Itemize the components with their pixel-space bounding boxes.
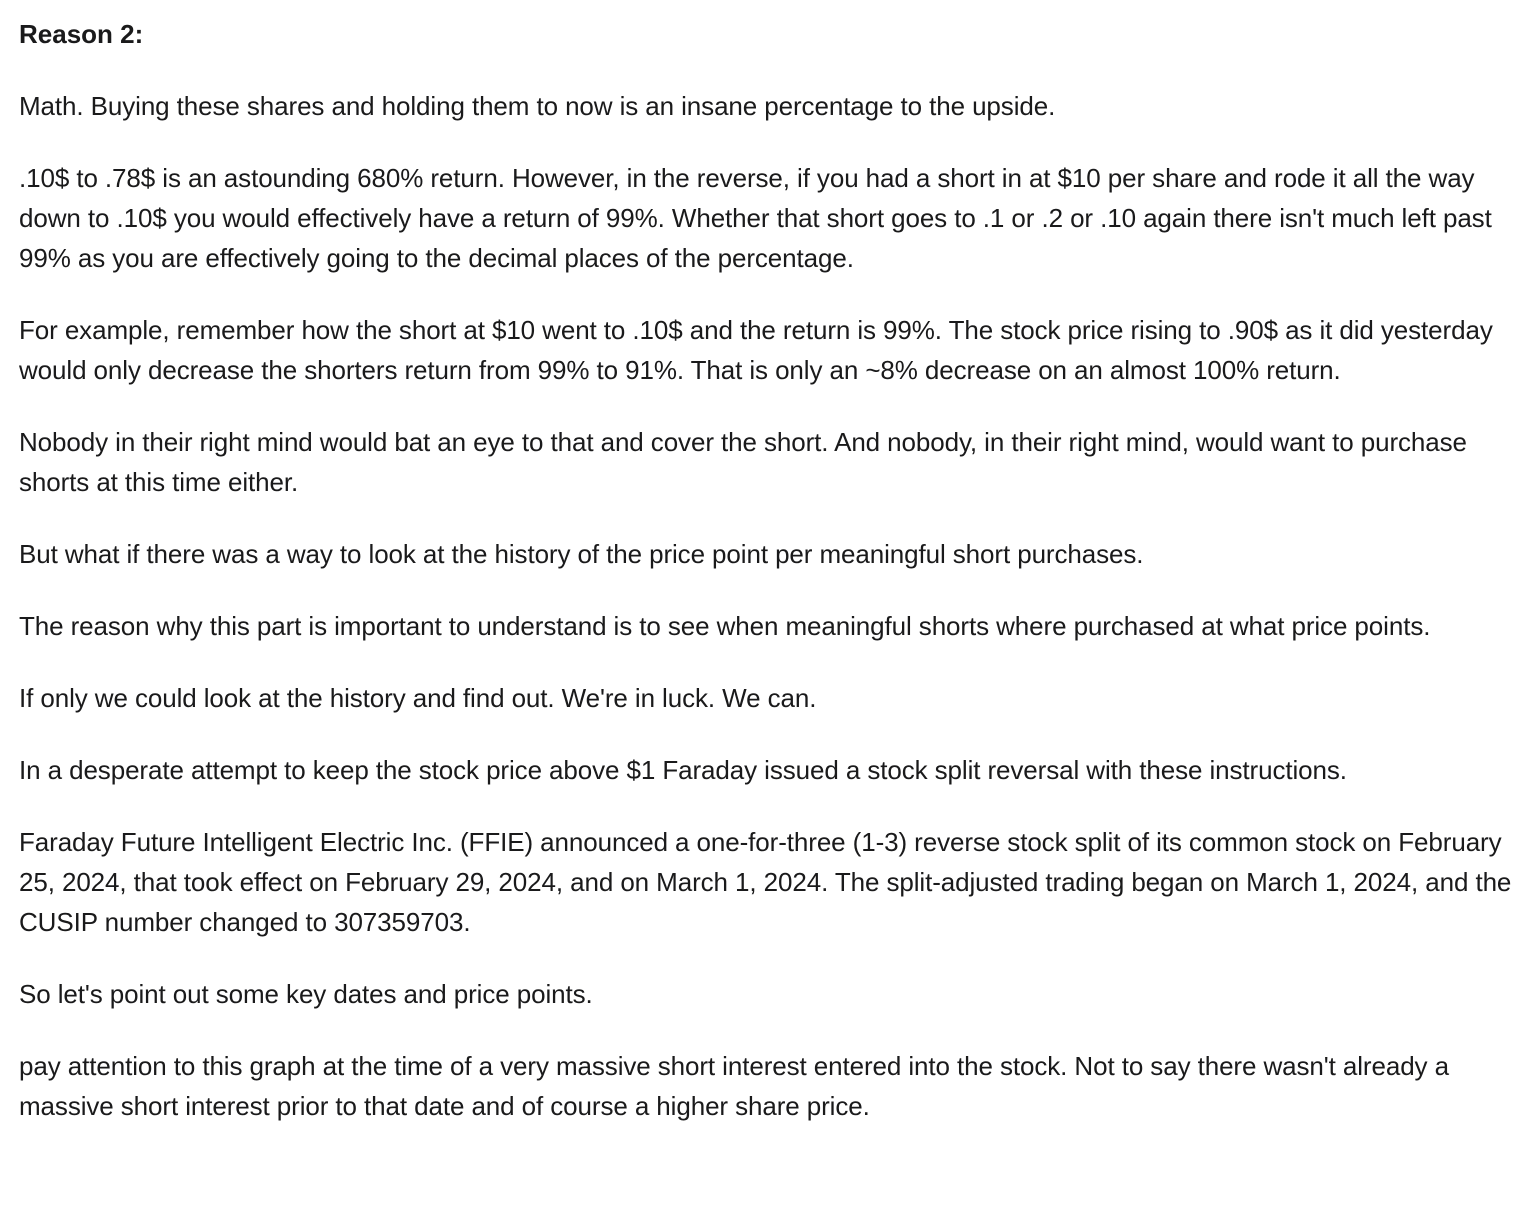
paragraph-return: .10$ to .78$ is an astounding 680% return. However, in the reverse, if you had a short in at $10 per share and rode it all the way down to .10$ you would effectively have a return of 99%. Whether that short goes to .1 or .2 or .10 again there isn't much left past 99% as you are effectively going to the decimal places of the percentage. bbox=[19, 163, 1492, 273]
paragraph-luck: If only we could look at the history and find out. We're in luck. We can. bbox=[19, 683, 817, 713]
section-heading: Reason 2: bbox=[19, 19, 144, 49]
paragraph-split-attempt: In a desperate attempt to keep the stock price above $1 Faraday issued a stock split reversal with these instructions. bbox=[19, 755, 1347, 785]
paragraph-example: For example, remember how the short at $10 went to .10$ and the return is 99%. The stock price rising to .90$ as it did yesterday would only decrease the shorters return from 99% to 91%. That is only an ~8% decrease on an almost 100% return. bbox=[19, 315, 1493, 385]
paragraph-math: Math. Buying these shares and holding them to now is an insane percentage to the upside. bbox=[19, 91, 1056, 121]
paragraph-key-dates: So let's point out some key dates and price points. bbox=[19, 979, 593, 1009]
paragraph-history: But what if there was a way to look at the history of the price point per meaningful short purchases. bbox=[19, 539, 1144, 569]
paragraph-split-details: Faraday Future Intelligent Electric Inc. (FFIE) announced a one-for-three (1-3) reverse stock split of its common stock on February 25, 2024, that took effect on February 29, 2024, and on March 1, 2024. The split-adjusted trading began on March 1, 2024, and the CUSIP number changed to 307359703. bbox=[19, 827, 1512, 937]
paragraph-reason: The reason why this part is important to understand is to see when meaningful shorts where purchased at what price points. bbox=[19, 611, 1431, 641]
paragraph-nobody: Nobody in their right mind would bat an eye to that and cover the short. And nobody, in their right mind, would want to purchase shorts at this time either. bbox=[19, 427, 1467, 497]
paragraph-graph-note: pay attention to this graph at the time of a very massive short interest entered into the stock. Not to say there wasn't already a massive short interest prior to that date and of course a higher share price. bbox=[19, 1051, 1449, 1121]
